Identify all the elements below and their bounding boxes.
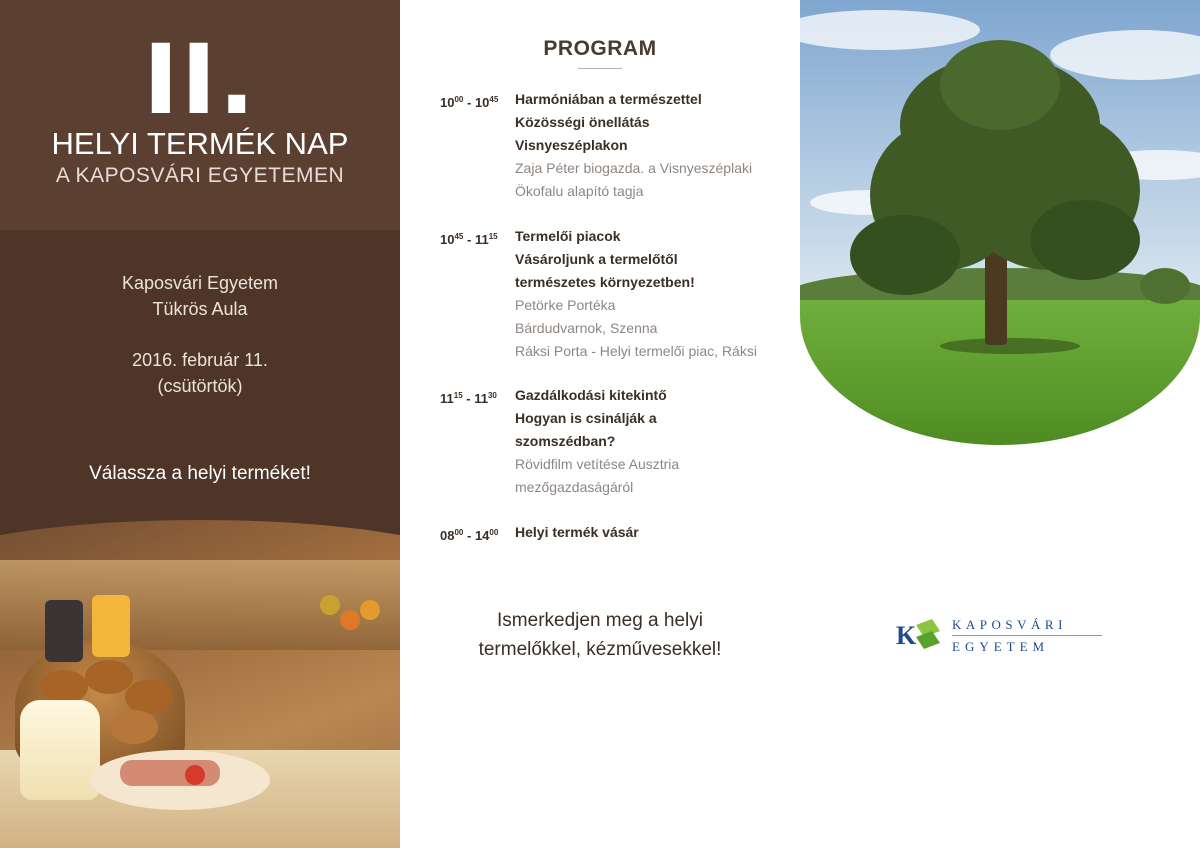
slot-title: Hogyan is csinálják a [515,410,657,426]
left-panel [0,0,400,848]
logo-rule [952,635,1102,636]
slot-time: $10^{45} - 11^{15}$ [440,232,498,247]
tree-landscape-photo [800,0,1200,445]
program-title-rule [578,68,622,69]
event-subtitle: A KAPOSVÁRI EGYETEMEN [55,164,345,187]
university-logo-icon [896,617,944,653]
closing-line: Ismerkedjen meg a helyi [497,610,703,631]
slot-time: $08^{00} - 14^{00}$ [440,528,499,543]
closing-message [400,606,800,664]
slot-title: természetes környezetben! [515,274,695,290]
slot-detail: Rövidfilm vetítése Ausztria [515,456,680,472]
venue-room: Tükrös Aula [152,299,248,319]
program-panel [400,0,800,848]
logo-text-line1: KAPOSVÁRI [952,617,1067,632]
svg-text:K: K [896,621,917,650]
slot-title: Harmóniában a természettel [515,91,702,107]
slot-detail: Ráksi Porta - Helyi termelői piac, Ráksi [515,343,757,359]
venue-name: Kaposvári Egyetem [121,273,279,293]
program-title: PROGRAM [543,37,657,60]
slot-title: Helyi termék vásár [515,524,639,540]
slot-title: Vásároljunk a termelőtől [515,251,678,267]
slot-detail: Ökofalu alapító tagja [515,183,644,199]
slot-title: szomszédban? [515,433,616,449]
slot-title: Visnyeszéplakon [515,137,628,153]
slot-detail: Bárdudvarnok, Szenna [515,320,658,336]
closing-line: termelőkkel, kézművesekkel! [478,639,722,660]
breakfast-photo [0,520,400,848]
logo-text-line2: EGYETEM [952,639,1050,654]
slot-title: Gazdálkodási kitekintő [515,387,667,403]
slogan: Válassza a helyi terméket! [89,463,311,484]
event-date: 2016. február 11. [132,350,268,370]
event-title: HELYI TERMÉK NAP [51,126,349,161]
event-weekday: (csütörtök) [157,376,243,396]
university-logo [896,615,1116,659]
slot-title: Közösségi önellátás [515,114,650,130]
slot-title: Termelői piacok [515,228,621,244]
edition-numeral: II. [143,24,257,136]
slot-detail: Petörke Portéka [515,297,616,313]
slot-time: $11^{15} - 11^{30}$ [440,391,497,406]
slot-time: $10^{00} - 10^{45}$ [440,95,499,110]
slot-detail: Zaja Péter biogazda. a Visnyeszéplaki [515,160,753,176]
right-panel [800,0,1200,848]
slot-detail: mezőgazdaságáról [515,479,634,495]
